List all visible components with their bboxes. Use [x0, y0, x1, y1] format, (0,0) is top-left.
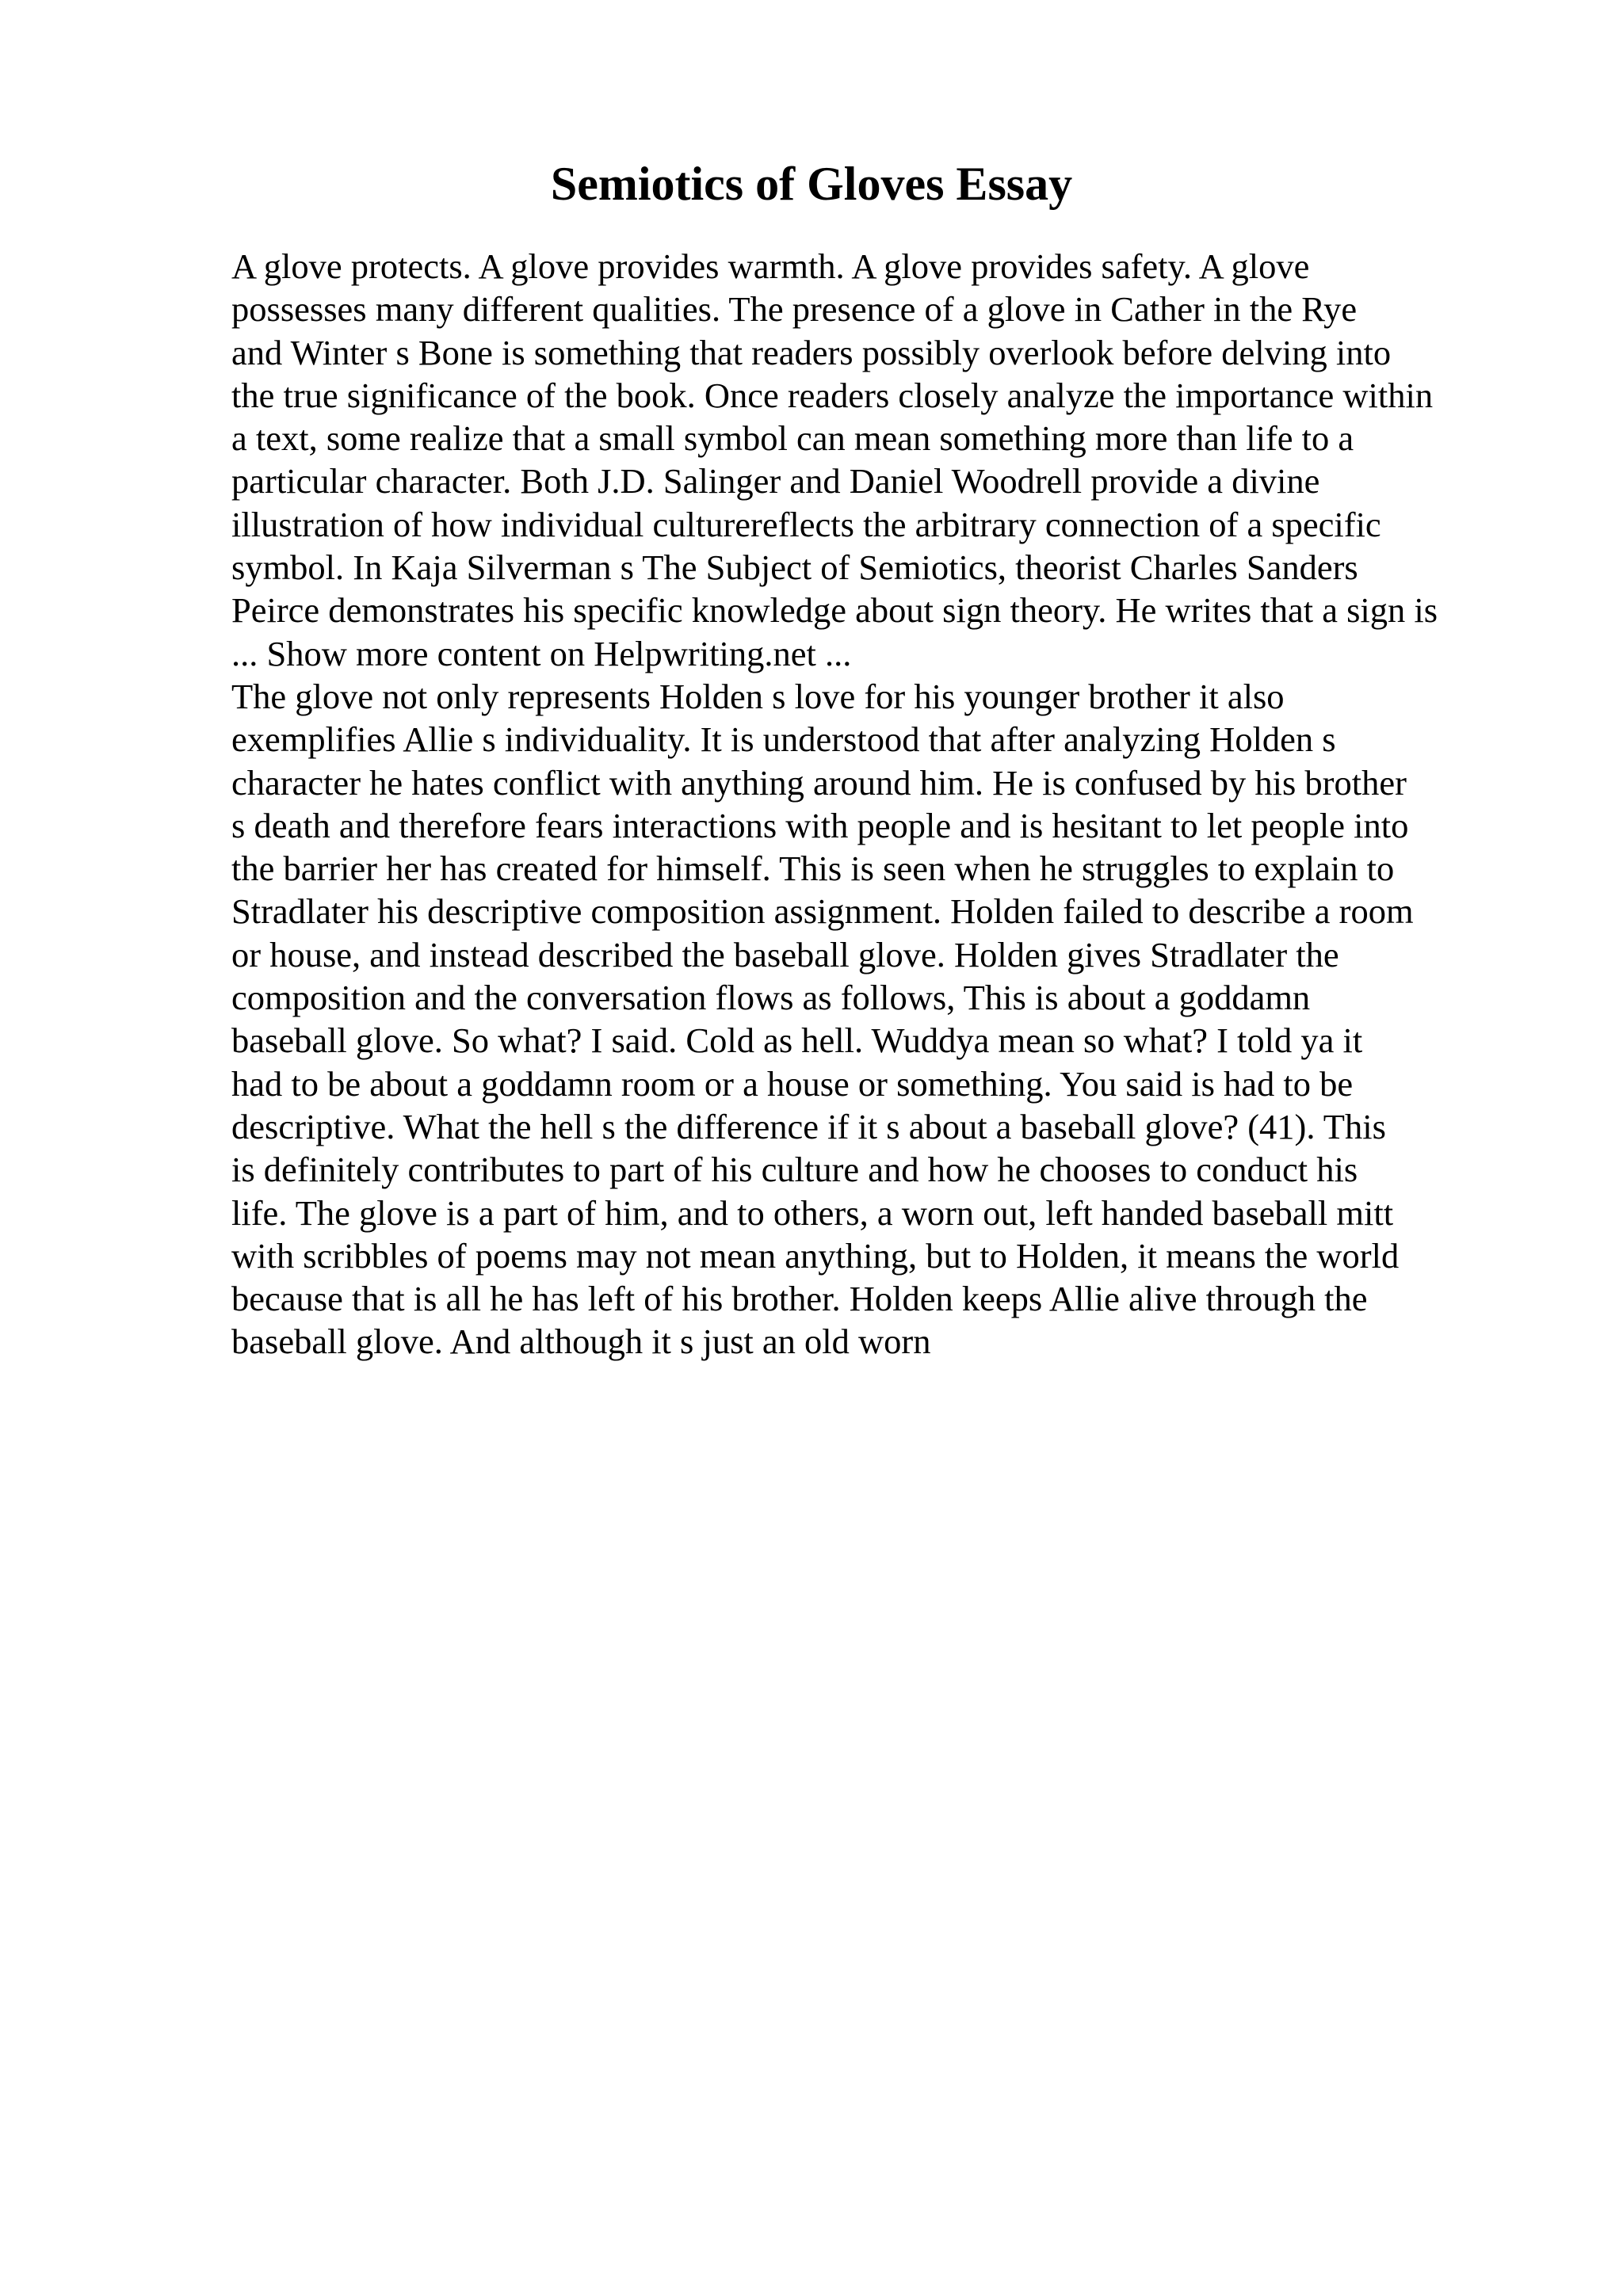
document-title: Semiotics of Gloves Essay: [550, 158, 1073, 210]
text-line: character he hates conflict with anything around him. He is confused by his brother: [231, 762, 1407, 803]
text-line: possesses many different qualities. The presence of a glove in Cather in the Rye: [231, 289, 1358, 330]
text-line: or house, and instead described the baseball glove. Holden gives Stradlater the: [231, 934, 1339, 974]
text-line: A glove protects. A glove provides warmth. A glove provides safety. A glove: [231, 246, 1310, 286]
text-line: with scribbles of poems may not mean anything, but to Holden, it means the world: [231, 1235, 1400, 1276]
text-line: descriptive. What the hell s the difference if it s about a baseball glove? (41). This: [231, 1106, 1386, 1146]
text-line: because that is all he has left of his brother. Holden keeps Allie alive through the: [231, 1279, 1368, 1319]
text-line: a text, some realize that a small symbol can mean something more than life to a: [231, 418, 1354, 459]
text-line: the true significance of the book. Once readers closely analyze the importance within: [231, 375, 1434, 415]
text-line: s death and therefore fears interactions with people and is hesitant to let people into: [231, 805, 1409, 845]
text-line: had to be about a goddamn room or a house or something. You said is had to be: [231, 1063, 1354, 1104]
text-line: composition and the conversation flows as follows, This is about a goddamn: [231, 978, 1311, 1018]
show-more-line: ... Show more content on Helpwriting.net ...: [231, 633, 852, 673]
text-line: symbol. In Kaja Silverman s The Subject of Semiotics, theorist Charles Sanders: [231, 547, 1358, 588]
text-line: The glove not only represents Holden s love for his younger brother it also: [231, 676, 1285, 716]
text-line: illustration of how individual culturereflects the arbitrary connection of a specific: [231, 504, 1381, 544]
text-line: Peirce demonstrates his specific knowledge about sign theory. He writes that a sign is: [231, 590, 1438, 631]
text-line: Stradlater his descriptive composition assignment. Holden failed to describe a room: [231, 891, 1414, 932]
text-line: is definitely contributes to part of his culture and how he chooses to conduct his: [231, 1150, 1358, 1190]
text-line: baseball glove. And although it s just an old worn: [231, 1322, 931, 1362]
text-line: exemplifies Allie s individuality. It is understood that after analyzing Holden s: [231, 719, 1336, 760]
text-line: and Winter s Bone is something that readers possibly overlook before delving into: [231, 332, 1392, 372]
essay-body: [231, 245, 1531, 1363]
text-line: particular character. Both J.D. Salinger and Daniel Woodrell provide a divine: [231, 461, 1320, 502]
text-line: baseball glove. So what? I said. Cold as hell. Wuddya mean so what? I told ya it: [231, 1020, 1363, 1061]
text-line: the barrier her has created for himself. This is seen when he struggles to explain to: [231, 849, 1395, 889]
text-line: life. The glove is a part of him, and to others, a worn out, left handed baseball mitt: [231, 1192, 1394, 1233]
